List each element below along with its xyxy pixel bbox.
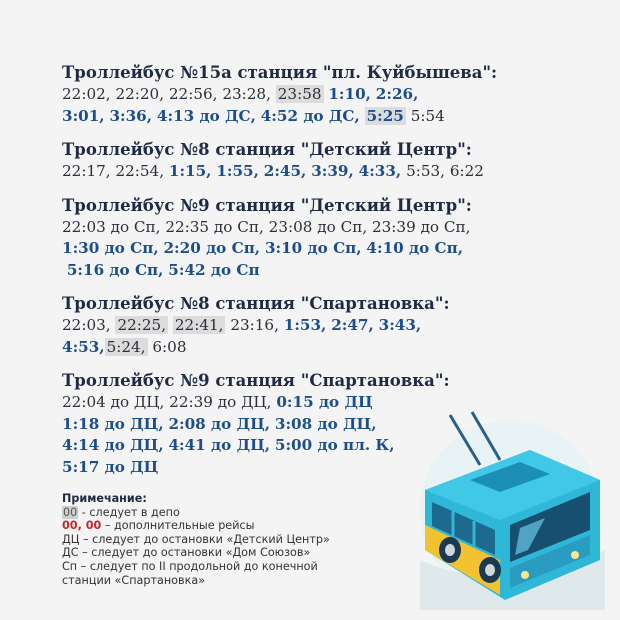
time-entry: 22:41,: [174, 316, 224, 334]
time-entry: 22:35 до Сп,: [165, 217, 264, 236]
time-entry: 2:26,: [375, 85, 419, 103]
time-entry: 1:30 до Сп,: [62, 239, 159, 257]
time-entry: 4:10 до Сп,: [366, 239, 464, 257]
time-entry: 3:08 до ДЦ,: [274, 414, 377, 433]
time-entry: 23:39 до Сп,: [371, 217, 471, 236]
section-heading: Троллейбус №9 станция "Детский Центр":: [62, 195, 472, 215]
time-entry: 23:08 до Сп,: [268, 217, 368, 236]
route-8-spartanovka: [62, 293, 532, 358]
time-entry: 4:14 до ДЦ,: [62, 436, 164, 454]
time-entry: 22:20,: [115, 85, 165, 103]
route-9-detsky-tsentr: [62, 195, 532, 282]
time-entry: 1:15,: [168, 162, 212, 180]
time-entry: 3:39,: [311, 162, 354, 180]
time-entry: 5:53,: [406, 162, 445, 180]
time-entry: 3:10 до Сп,: [264, 239, 362, 257]
time-entry: 1:10,: [328, 85, 371, 103]
times-list: [62, 161, 532, 183]
time-entry: 4:52 до ДС,: [260, 106, 360, 125]
time-entry: 2:08 до ДЦ,: [168, 414, 271, 433]
time-entry: 1:18 до ДЦ,: [62, 414, 164, 433]
note-dts: ДЦ – следует до остановки «Детский Центр»: [62, 532, 330, 546]
time-entry: 4:13 до ДС,: [156, 106, 256, 125]
time-entry: 4:33,: [358, 162, 402, 180]
note-sp: Сп – следует по II продольной до конечной: [62, 559, 318, 573]
section-heading: Троллейбус №9 станция "Спартановка":: [62, 371, 450, 390]
time-entry: 6:22: [449, 162, 484, 180]
route-15a-kuibysheva: [62, 62, 532, 127]
time-entry: 2:45,: [263, 162, 307, 180]
time-entry: 5:16 до Сп,: [66, 260, 164, 279]
route-8-detsky-tsentr: [62, 139, 532, 183]
time-entry: 5:24,: [106, 337, 146, 356]
note-depot: [62, 506, 392, 520]
time-entry: 2:20 до Сп,: [163, 239, 261, 257]
times-list: [62, 84, 532, 127]
time-entry: 3:01,: [62, 106, 105, 125]
time-entry: 22:04 до ДЦ,: [62, 393, 165, 411]
time-entry: 22:17,: [62, 162, 111, 180]
times-list: [62, 315, 532, 358]
time-entry: 1:53,: [283, 316, 327, 334]
time-entry: 22:03 до Сп,: [62, 217, 161, 236]
notes-title: Примечание:: [62, 492, 147, 505]
red-sample: 00, 00: [62, 519, 102, 533]
legend-notes: [62, 492, 392, 587]
time-entry: 4:41 до ДЦ,: [168, 436, 271, 454]
time-entry: 22:54,: [115, 162, 165, 180]
time-entry: 5:17 до ДЦ: [62, 457, 159, 476]
time-entry: 23:16,: [230, 316, 279, 334]
note-extra-text: – дополнительные рейсы: [101, 519, 255, 533]
section-heading: Троллейбус №8 станция "Спартановка":: [62, 294, 450, 313]
section-heading: Троллейбус №15а станция "пл. Куйбышева":: [62, 63, 498, 82]
time-entry: 5:25: [366, 106, 404, 125]
trolleybus-icon: [410, 410, 610, 610]
time-entry: 5:00 до пл. К,: [274, 436, 395, 454]
note-sp-cont: станции «Спартановка»: [62, 573, 206, 587]
time-entry: 3:43,: [378, 316, 422, 334]
time-entry: 22:02,: [62, 85, 111, 103]
grey-sample: 00: [63, 505, 78, 519]
time-entry: 22:25,: [117, 316, 167, 334]
note-ds: ДС – следует до остановки «Дом Союзов»: [62, 546, 311, 560]
note-depot-text: - следует в депо: [78, 505, 180, 519]
time-entry: 3:36,: [109, 106, 153, 125]
time-entry: 5:54: [410, 106, 445, 125]
time-entry: 0:15 до ДЦ: [276, 393, 373, 411]
time-entry: 23:28,: [222, 85, 271, 103]
time-entry: 22:56,: [168, 85, 218, 103]
time-entry: 4:53,: [62, 337, 105, 356]
time-entry: 1:55,: [216, 162, 259, 180]
time-entry: 22:03,: [62, 316, 111, 334]
time-entry: 23:58: [277, 85, 322, 103]
time-entry: 6:08: [152, 337, 187, 356]
section-heading: Троллейбус №8 станция "Детский Центр":: [62, 140, 472, 159]
time-entry: 22:39 до ДЦ,: [169, 393, 272, 411]
times-list: [62, 217, 532, 282]
note-extra: [62, 519, 392, 533]
time-entry: 5:42 до Сп: [168, 260, 260, 279]
time-entry: 2:47,: [331, 316, 374, 334]
